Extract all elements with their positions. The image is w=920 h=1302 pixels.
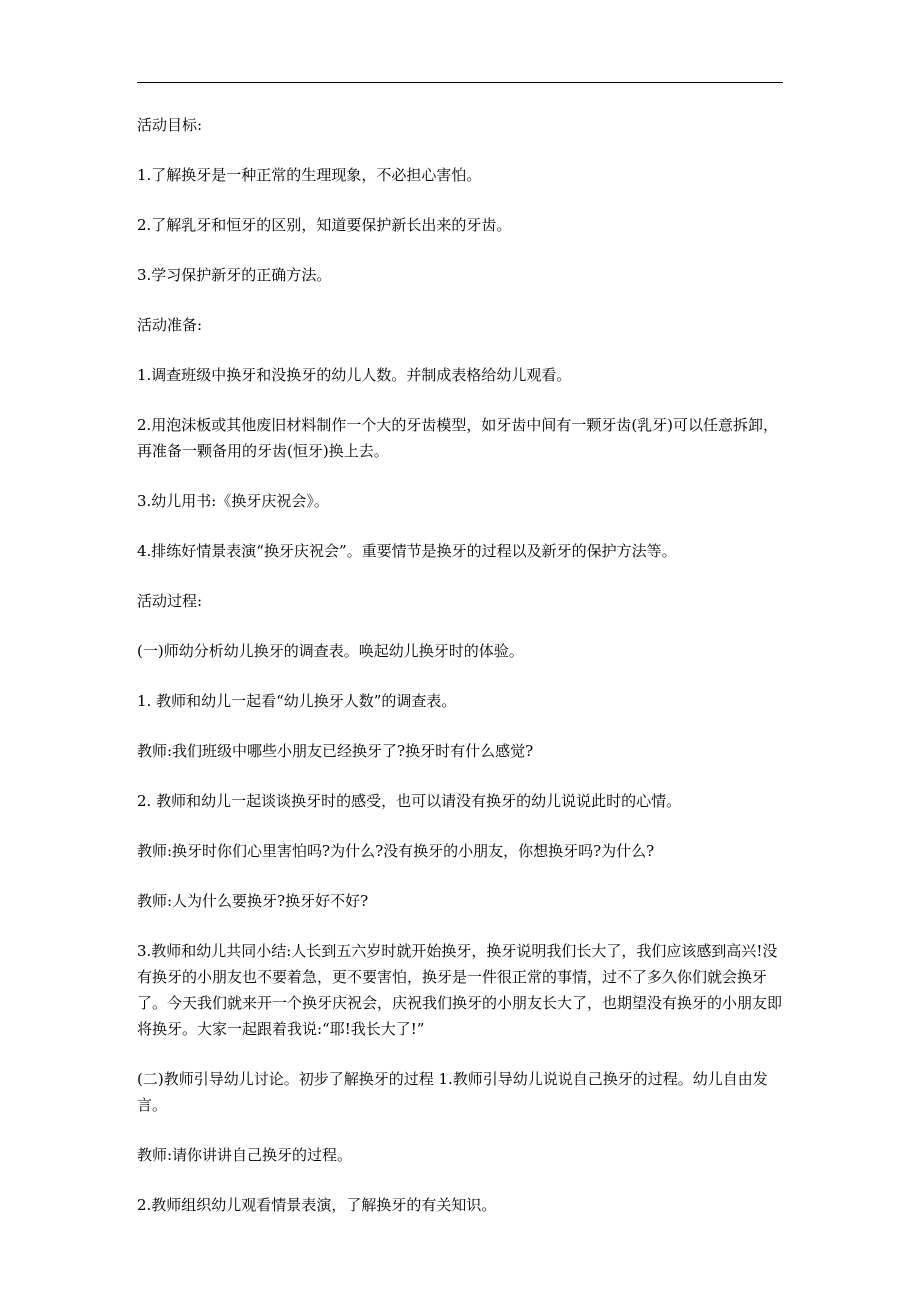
teacher-line-2: 教师:换牙时你们心里害怕吗?为什么?没有换牙的小朋友，你想换牙吗?为什么? bbox=[137, 842, 655, 860]
goal-item-2: 2.了解乳牙和恒牙的区别，知道要保护新长出来的牙齿。 bbox=[137, 216, 512, 234]
header-rule bbox=[137, 82, 783, 83]
process-step-3-summary: 3.教师和幼儿共同小结:人长到五六岁时就开始换牙，换牙说明我们长大了，我们应该感到高兴!没有换牙的小朋友也不要着急，更不要害怕，换牙是一件很正常的事情，过不了多久你们就会换牙了。今天我们就来开一个换牙庆祝会，庆祝我们换牙的小朋友长大了，也期望没有换牙的小朋友即将换牙。大家一起跟着我说:“耶!我长大了!” bbox=[137, 942, 783, 1038]
preparation-item-2: 2.用泡沫板或其他废旧材料制作一个大的牙齿模型，如牙齿中间有一颗牙齿(乳牙)可以任意拆卸，再准备一颗备用的牙齿(恒牙)换上去。 bbox=[137, 416, 779, 460]
document-body bbox=[137, 112, 787, 1242]
process-part-2-heading: (二)教师引导幼儿讨论。初步了解换牙的过程 1.教师引导幼儿说说自己换牙的过程。幼儿自由发言。 bbox=[137, 1070, 768, 1114]
preparation-item-1: 1.调查班级中换牙和没换牙的幼儿人数。并制成表格给幼儿观看。 bbox=[137, 366, 572, 384]
process-step-2: 2. 教师和幼儿一起谈谈换牙时的感受，也可以请没有换牙的幼儿说说此时的心情。 bbox=[137, 792, 682, 810]
preparation-item-4: 4.排练好情景表演“换牙庆祝会”。重要情节是换牙的过程以及新牙的保护方法等。 bbox=[137, 542, 677, 560]
section-heading-goals: 活动目标: bbox=[137, 116, 203, 134]
teacher-line-1: 教师:我们班级中哪些小朋友已经换牙了?换牙时有什么感觉? bbox=[137, 742, 534, 760]
process-part-1-heading: (一)师幼分析幼儿换牙的调查表。唤起幼儿换牙时的体验。 bbox=[137, 642, 524, 660]
section-heading-process: 活动过程: bbox=[137, 592, 203, 610]
preparation-item-3: 3.幼儿用书:《换牙庆祝会》。 bbox=[137, 492, 329, 510]
process-step-2b: 2.教师组织幼儿观看情景表演，了解换牙的有关知识。 bbox=[137, 1196, 497, 1214]
teacher-line-4: 教师:请你讲讲自己换牙的过程。 bbox=[137, 1146, 353, 1164]
section-heading-preparation: 活动准备: bbox=[137, 316, 203, 334]
goal-item-1: 1.了解换牙是一种正常的生理现象，不必担心害怕。 bbox=[137, 166, 482, 184]
process-step-1: 1. 教师和幼儿一起看“幼儿换牙人数”的调查表。 bbox=[137, 692, 457, 710]
teacher-line-3: 教师:人为什么要换牙?换牙好不好? bbox=[137, 892, 369, 910]
goal-item-3: 3.学习保护新牙的正确方法。 bbox=[137, 266, 332, 284]
